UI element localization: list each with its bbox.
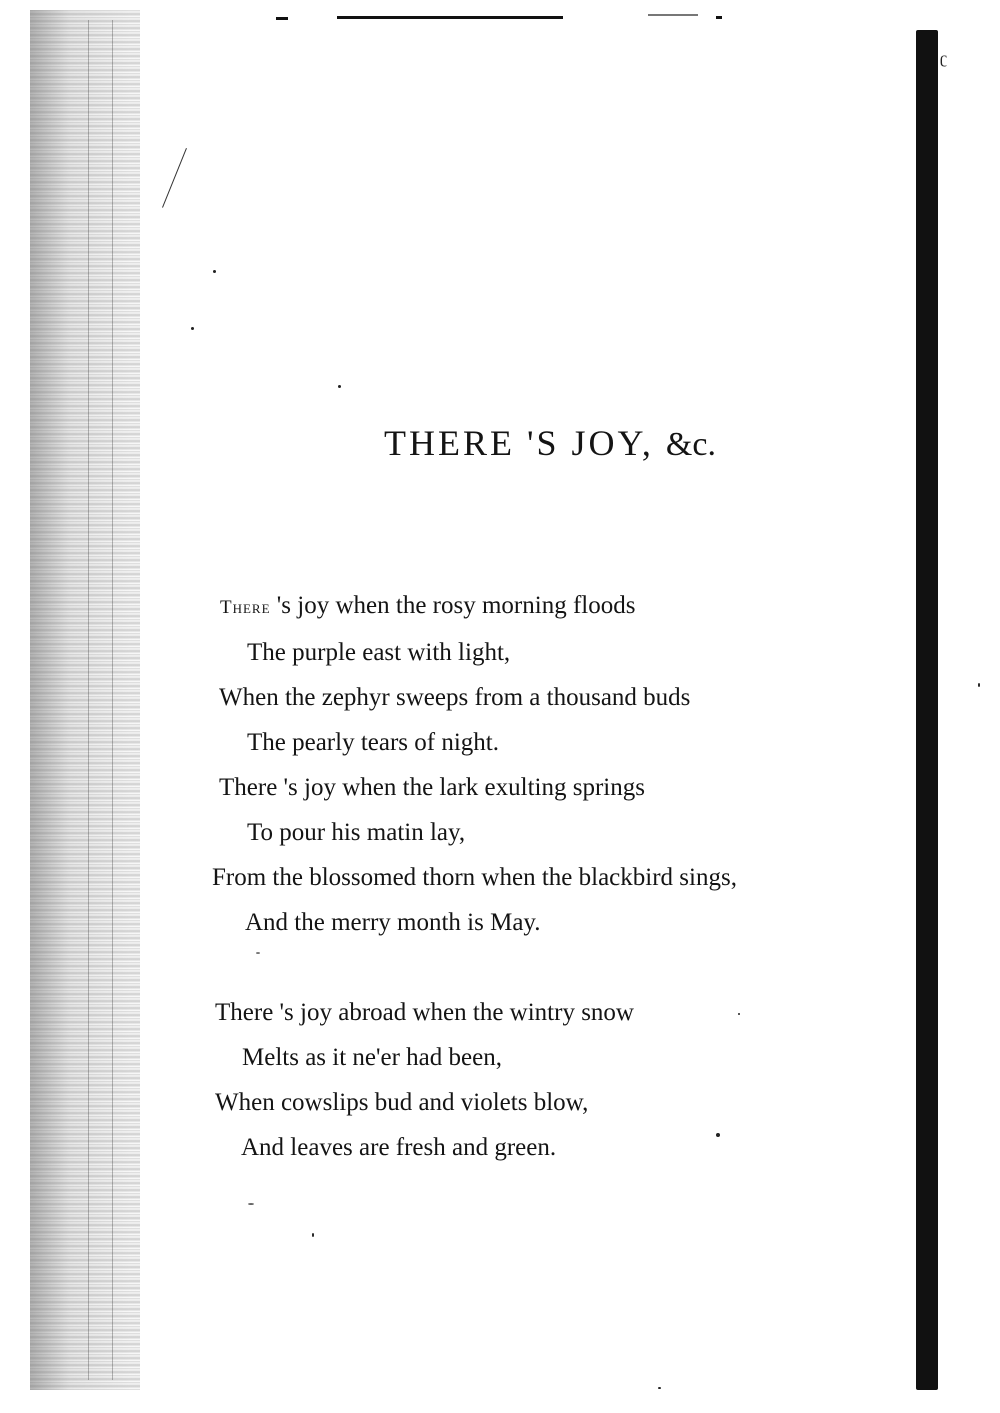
gutter-line [112, 20, 113, 1380]
poem-line: When the zephyr sweeps from a thousand buds [219, 684, 691, 711]
speck [248, 1203, 254, 1205]
scan-stroke [162, 148, 187, 208]
speck [658, 1387, 661, 1389]
poem-body [212, 583, 892, 1170]
poem-line: And the merry month is May. [245, 909, 541, 936]
top-rule [648, 14, 698, 16]
poem-line: When cowslips bud and violets blow, [215, 1089, 589, 1116]
top-rule [716, 16, 722, 19]
poem-title [300, 422, 800, 464]
speck [312, 1233, 314, 1237]
speck [978, 683, 980, 687]
poem-title-text: THERE 'S JOY, [384, 423, 654, 463]
poem-line-text: 's joy when the rosy morning floods [270, 592, 636, 619]
poem-line: There 's joy abroad when the wintry snow [215, 999, 634, 1026]
poem-line: There 's joy when the lark exulting springs [219, 774, 645, 801]
top-rule [276, 17, 288, 20]
speck [338, 385, 341, 388]
poem-line: To pour his matin lay, [247, 819, 466, 846]
poem-line: From the blossomed thorn when the blackbird sings, [212, 864, 737, 891]
stanza-gap [212, 945, 892, 990]
poem-lead-word: There [220, 597, 271, 618]
binding-mark: ʗ [940, 50, 948, 67]
poem-line: Melts as it ne'er had been, [242, 1044, 502, 1071]
poem-line [212, 583, 892, 630]
speck [213, 270, 216, 273]
gutter-line [88, 20, 89, 1380]
poem-line: And leaves are fresh and green. [241, 1134, 557, 1161]
poem-line: The purple east with light, [247, 639, 511, 666]
scanned-gutter [30, 10, 140, 1390]
poem-line: The pearly tears of night. [247, 729, 499, 756]
top-rule [337, 16, 563, 19]
speck [191, 327, 194, 330]
binding-edge [916, 30, 938, 1390]
poem-title-suffix: &c. [665, 426, 716, 463]
